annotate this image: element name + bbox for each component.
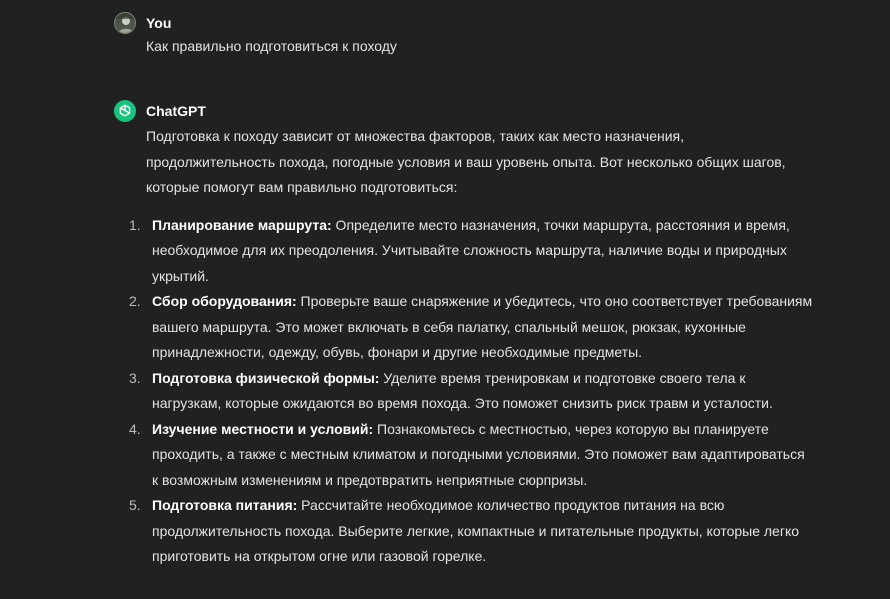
list-item-number: 5. <box>129 497 141 513</box>
assistant-intro-text: Подготовка к походу зависит от множества факторов, таких как место назначения, продолжительность похода, погодные условия и ваш уровень опыта. Вот несколько общих шагов, которые помогут вам правильно подготовиться: <box>146 128 786 195</box>
list-item-text: Уделите время тренировкам и подготовке своего тела к нагрузкам, которые ожидаются во время похода. Это поможет снизить риск травм и усталости. <box>152 369 773 411</box>
list-item-text: Проверьте ваше снаряжение и убедитесь, что оно соответствует требованиям вашего маршрута. Это может включать в себя палатку, спальный мешок, рюкзак, кухонные принадлежности, одежду, обувь, фонари и другие необходимые предметы. <box>152 293 813 360</box>
user-author-name: You <box>146 15 172 31</box>
list-item-number: 4. <box>129 420 141 437</box>
list-item <box>129 289 814 366</box>
list-item-title: Планирование маршрута: <box>152 216 332 233</box>
list-item <box>129 366 814 417</box>
list-item <box>129 213 814 290</box>
user-message <box>114 12 814 60</box>
user-avatar-icon[interactable] <box>114 12 136 34</box>
list-item <box>129 417 814 494</box>
user-message-text: Как правильно подготовиться к походу <box>146 38 397 54</box>
list-item-text: Познакомьтесь с местностью, через которую вы планируете проходить, а также с местным климатом и погодными условиями. Это поможет вам адаптироваться к возможным изменениям и предотвратить неприятные сюрпризы. <box>152 420 805 488</box>
list-item-title: Подготовка питания: <box>152 497 298 513</box>
list-item-number: 2. <box>129 293 141 309</box>
user-message-header <box>114 12 814 34</box>
list-item-text: Рассчитайте необходимое количество продуктов питания на всю продолжительность похода. Выберите легкие, компактные и питательные продукты, которые легко приготовить на открытом огне или газовой горелке. <box>152 497 800 564</box>
list-item-title: Подготовка физической формы: <box>152 369 380 386</box>
list-item-title: Изучение местности и условий: <box>152 420 374 437</box>
list-item-text: Определите место назначения, точки маршрута, расстояния и время, необходимое для их преодоления. Учитывайте сложность маршрута, наличие воды и природных укрытий. <box>152 216 790 284</box>
openai-logo-icon <box>114 100 136 122</box>
list-item-number: 3. <box>129 369 141 386</box>
assistant-author-name: ChatGPT <box>146 103 206 119</box>
assistant-message-body <box>129 124 814 570</box>
list-item-title: Сбор оборудования: <box>152 293 297 309</box>
list-item <box>129 493 814 570</box>
assistant-message-header <box>114 100 814 122</box>
assistant-message <box>114 100 814 570</box>
list-item-number: 1. <box>129 216 141 233</box>
steps-list <box>129 213 814 570</box>
